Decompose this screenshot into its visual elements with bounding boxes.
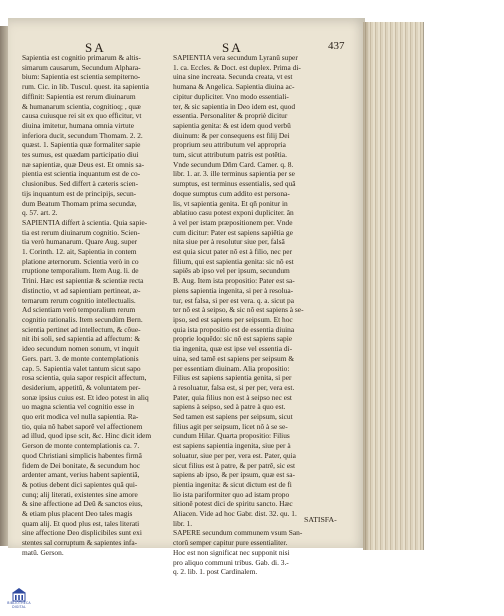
text-line: tia verò humanarum. Quare Aug. super	[22, 237, 138, 247]
text-line: ter nõ est à seipso, & sic nõ est sapiens à se-	[173, 305, 304, 315]
text-line: tum, sicut attributum patris est potẽtia.	[173, 150, 287, 160]
text-line: Filius est sapiens sapientia genita, si per	[173, 373, 292, 383]
text-line: Vnde secundum Dñm Card. Camer. q. 8.	[173, 159, 294, 169]
text-line: rum. Cic. in lib. Tuscul. quest. ita sapientia	[22, 82, 149, 92]
text-line: diuinum: & per consequens est filij Dei	[173, 130, 290, 140]
catchword: SATISFA-	[304, 515, 337, 524]
text-line: piens sapientia ingenita, si per à resolua-	[173, 285, 294, 295]
text-line: Aliacen. Vide ad hoc Gabr. dist. 32. qu. 1.	[173, 509, 297, 519]
text-line: & etiam plus placent Deo tales magis	[22, 509, 133, 519]
text-line: Sapientia est cognitio primarum & altis-	[22, 53, 141, 62]
text-line: bium: Sapientia est scientia sempiterno-	[22, 72, 141, 82]
text-line: inferiora ducit, secundum Thomam. 2. 2.	[22, 130, 143, 140]
text-line: tio, quia nõ habet saporẽ vel affectionem	[22, 421, 143, 431]
text-line: SAPIENTIA vera secundum Lyranũ super	[173, 53, 298, 62]
text-line: næ sapientiæ, quæ Deus est. Et omnis sa-	[22, 159, 145, 169]
text-line: pientia est scientia inquantum est de co-	[22, 169, 141, 179]
text-line: essentia. Personaliter & propriè dicitur	[173, 111, 288, 121]
text-line: proprie loquẽdo: sic nõ est sapiens sapie	[173, 334, 293, 344]
text-line: dum Beatum Thomam prima secundæ,	[22, 198, 137, 208]
text-line: ctorũ semper capitur pure essentialiter.	[173, 538, 288, 548]
text-line: ablatiuo casu potest exponi dupliciter. ãn	[173, 208, 294, 218]
text-line: SAPIENTIA differt à scientia. Quia sapie-	[22, 217, 148, 227]
running-head-middle: SA	[222, 40, 243, 55]
text-line: sapiẽs ab ipso vel per ipsum, secundum	[173, 266, 290, 276]
text-line: lis, vt sapientia genita. Et qñ ponitur in	[173, 198, 288, 208]
gutter-shadow	[363, 22, 371, 550]
text-line: simarum causarum, Secundum Alphara-	[22, 62, 141, 72]
text-line: doque sumptus cum addito est persona-	[173, 188, 290, 198]
text-line: & sine affectione ad Deũ & sanctos eius,	[22, 499, 143, 509]
text-line: soluatur, siue per per, vera est. Pater, quia	[173, 450, 296, 460]
text-line: proprium seu attributum vel appropria	[173, 140, 286, 150]
logo-text-line-2: DIGITAL	[12, 604, 26, 609]
text-line: quia ista propositio est de essentia diuina	[173, 324, 295, 334]
text-line: 1. ca. Eccles. & Doct. est duplex. Prima di-	[173, 62, 301, 72]
text-line: humana & Angelica. Sapientia diuina ac-	[173, 82, 295, 92]
text-line: tes sumus, est quædam participatio diui	[22, 150, 139, 160]
text-line: uo magna scientia vel cognitio esse in	[22, 402, 135, 412]
text-line: platione æternorum. Scientia verò in co	[22, 256, 139, 266]
text-line: cundum Hilar. Quarta propositio: Filius	[173, 431, 290, 441]
text-line: Sed tamen est sapiens per seipsum, sicut	[173, 412, 293, 422]
text-line: scientia pertinet ad intellectum, & cõue-	[22, 324, 141, 334]
text-line: ter, & sic sapientia in Deo idem est, quod	[173, 101, 296, 111]
library-emblem-icon	[12, 588, 26, 602]
text-line: stentes sal corruptum & sapientes infa-	[22, 538, 138, 548]
running-head-left: SA	[85, 40, 106, 55]
library-logo	[2, 588, 36, 614]
text-line: ipso, sed est sapiens per seipsum. Et hoc	[173, 314, 293, 324]
text-line: causa cuiusque rei sit ex quo efficitur, vt	[22, 111, 142, 121]
text-line: Gerson de monte contemplationis ca. 7.	[22, 441, 140, 451]
text-line: nita siue per à resolutur siue per, falsã	[173, 237, 285, 247]
text-line: sapiens à seipso, sed à patre à quo est.	[173, 402, 286, 412]
text-line: per essentiam diuinam. Alia propositio:	[173, 363, 290, 373]
text-line: cum dicitur: Pater est sapiens sapiẽtia ge	[173, 227, 293, 237]
text-line: sicut filius est à patre, & per patrẽ, sic est	[173, 460, 296, 470]
text-line: B. Aug. Item ista propositio: Pater est sa-	[173, 276, 295, 286]
text-line: diuina imitetur, humana omnia virtute	[22, 120, 134, 130]
text-line: 1. Corinth. 12. ait, Sapientia in contem	[22, 247, 137, 257]
text-line: clusionibus. Sed differt à cæteris scien-	[22, 179, 139, 189]
text-line: quod Christiani simplicis habentes firmã	[22, 450, 142, 460]
text-line: matũ. Gerson.	[22, 547, 64, 557]
text-line: sapiens ab ipso, & per ipsum, quæ est sa-	[173, 470, 295, 480]
text-line: sonæ ipsius cuius est. Et ideo potest in aliq	[22, 392, 149, 402]
text-line: tia est rerum diuinarum cognitio. Scien-	[22, 227, 140, 237]
text-line: diffinit: Sapientia est rerum diuinarum	[22, 91, 136, 101]
text-line: quo erit modica vel nulla sapientia. Ra-	[22, 412, 139, 422]
text-line: Pater, quia filius non est à seipso nec est	[173, 392, 292, 402]
text-line: cap. 5. Sapientia valet tantum sicut sapo	[22, 363, 141, 373]
text-line: pro aliquo communi tribus. Gab. di. 3.-	[173, 557, 289, 567]
text-line: sumptus, est terminus essentialis, sed quã	[173, 179, 296, 189]
text-line: distinctio, vt ad sapientiam pertineat, æ-	[22, 285, 141, 295]
text-line: à vel per istam præpositionem per. Vnde	[173, 217, 293, 227]
text-line: SAPERE secundum communem vsum San-	[173, 528, 303, 538]
text-line: & potius debent dici sapientes quã qui-	[22, 479, 138, 489]
text-line: desiderium, appetitũ, & voluntatem per-	[22, 382, 141, 392]
text-line: Trini. Hæc est sapientiæ & scientiæ recta	[22, 276, 144, 286]
text-line: ad illud, quod ipse scit, &c. Hinc dicit idem	[22, 431, 152, 441]
text-line: Ad scientiam verò temporalium rerum	[22, 305, 136, 315]
page-fore-edges	[363, 22, 424, 550]
text-line: rruptione temporalium. Item Aug. li. de	[22, 266, 139, 276]
text-line: cognitio rationalis. Item secundùm Bern.	[22, 314, 143, 324]
text-line: quam alij. Et quod plus est, tales literati	[22, 518, 140, 528]
text-line: uina, sed tamẽ est sapiens per seipsum &	[173, 353, 295, 363]
text-line: rosa scientia, quia sapor respicit affectum,	[22, 373, 147, 383]
text-line: filius agit per seipsum, licet nõ à se se-	[173, 421, 288, 431]
logo-text-line-1: BIBLIOTHECA	[7, 601, 31, 605]
text-line: tia ingenita, quæ est ipse vel essentia di-	[173, 344, 293, 354]
text-line: q. 2. lib. 1. post Cardinalem.	[173, 567, 258, 577]
text-line: est sapiens sapientia ingenita, siue per à	[173, 441, 291, 451]
text-line: nit ibi soli, sed sapientia ad affectum: &	[22, 334, 141, 344]
text-line: & humanarum scientia, cognitioq; , quæ	[22, 101, 141, 111]
text-line: libr. 1.	[173, 518, 193, 528]
text-line: fidem de Dei bonitate, & secundum hoc	[22, 460, 141, 470]
text-column-left	[22, 53, 184, 558]
text-line: ideo secundum nomen sonum, vt inquit	[22, 344, 139, 354]
text-column-right	[173, 53, 344, 577]
text-line: sitionẽ potest dici de spiritu sancto. Hæc	[173, 499, 293, 509]
text-line: cipitur dupliciter. Vno modo essentiali-	[173, 91, 289, 101]
text-line: ternarum rerum cognitio intellectualis.	[22, 295, 136, 305]
text-line: pientia ingenita: & sicut dictum est de fi	[173, 479, 292, 489]
text-line: q. 57. art. 2.	[22, 208, 58, 218]
text-line: tur, est falsa, si per est vera. q. a. sicut pa	[173, 295, 294, 305]
text-line: lio ista pariformiter quo ad istam propo	[173, 489, 290, 499]
text-line: ardenter amant, verius habent sapientiã,	[22, 470, 140, 480]
text-line: sapientia genita: & est idem quod verbũ	[173, 120, 291, 130]
text-line: à resoluatur, falsa est, si per per, vera est.	[173, 382, 295, 392]
text-line: Hoc est non significat nec supponit nisi	[173, 547, 290, 557]
text-line: quæst. 1. Sapientia quæ formaliter sapie	[22, 140, 141, 150]
text-line: cunq; alij literati, existentes sine amore	[22, 489, 138, 499]
text-line: est quia sicut pater nõ est à filio, nec per	[173, 247, 293, 257]
text-line: libr. 1. ar. 3. ille terminus sapientia per se	[173, 169, 295, 179]
text-line: Gers. part. 3. de monte contemplationis	[22, 353, 139, 363]
text-line: filium, qui est sapientia genita: sic nõ est	[173, 256, 294, 266]
page-number: 437	[328, 40, 345, 52]
text-line: tijs inquantum est de principijs, secun-	[22, 188, 137, 198]
text-line: sine affectione Deo displicibiles sunt exi	[22, 528, 142, 538]
text-line: uina sine increata. Secunda creata, vt est	[173, 72, 293, 82]
